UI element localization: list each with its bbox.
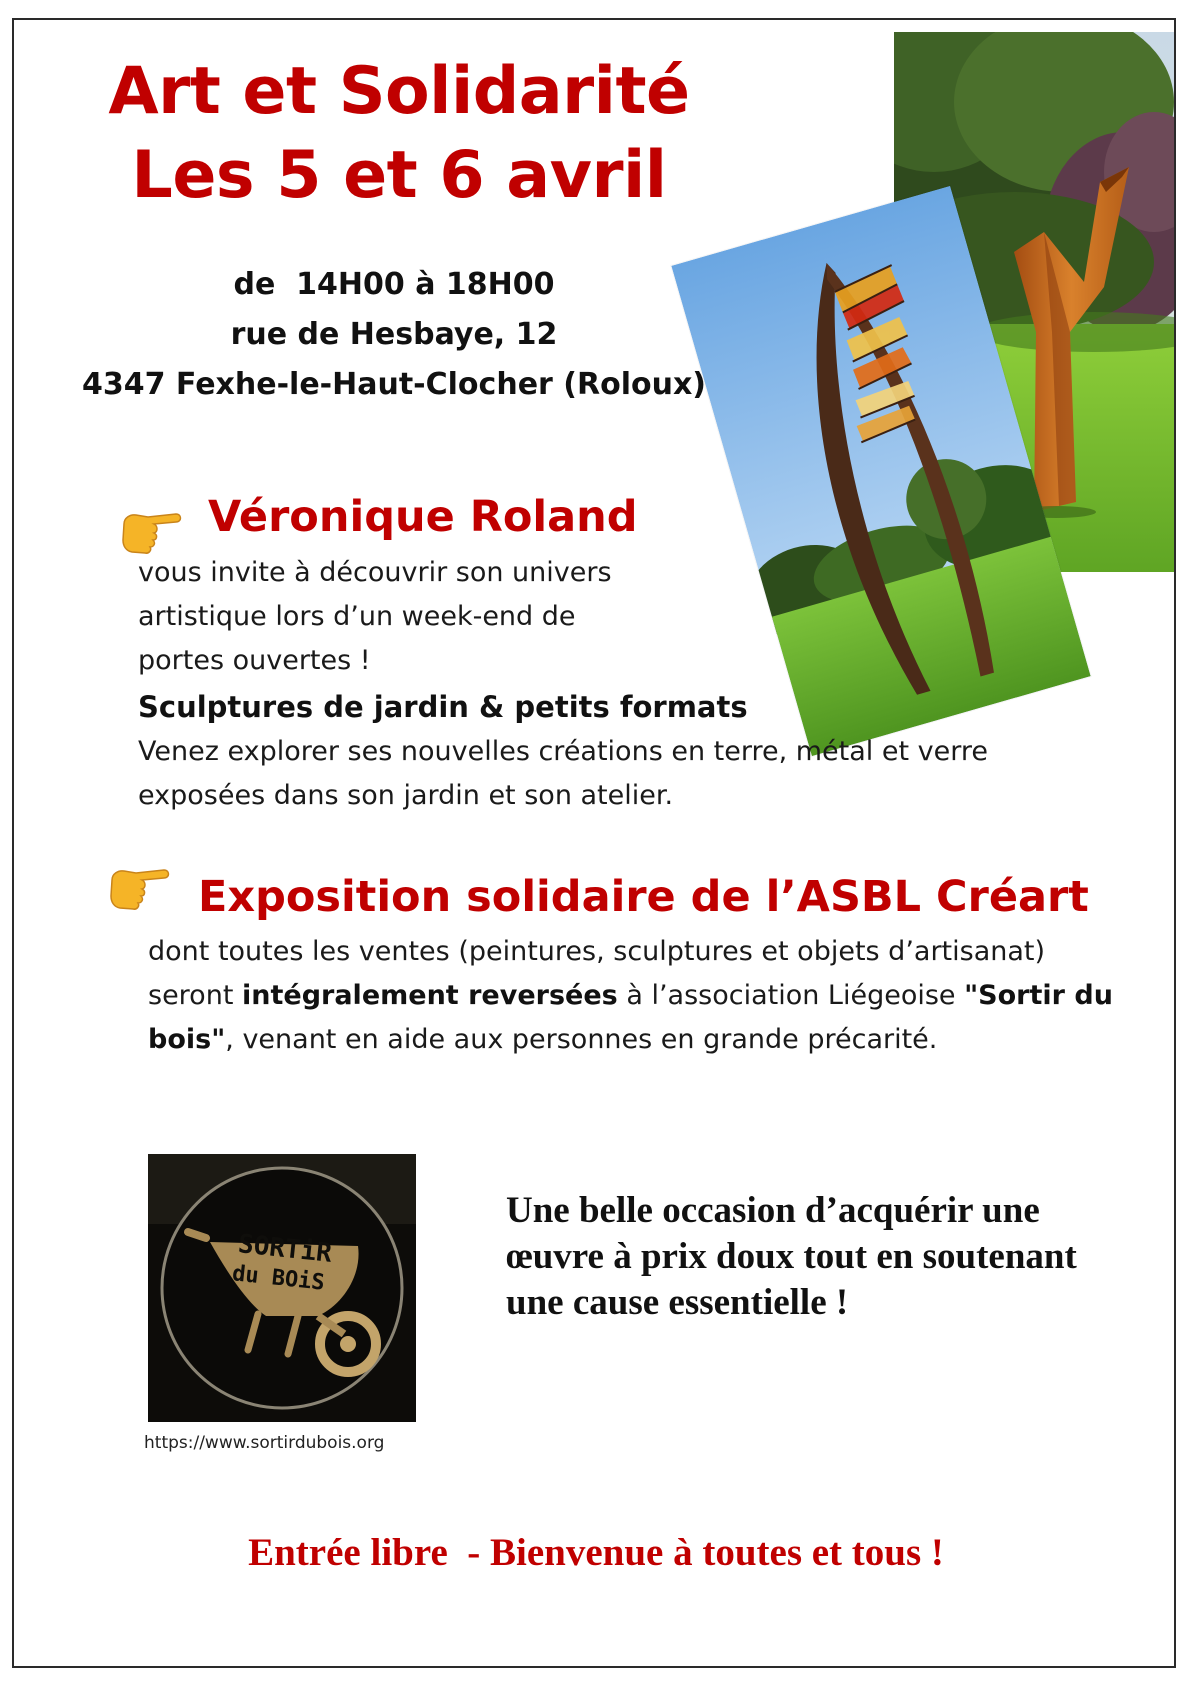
footer-message: Entrée libre - Bienvenue à toutes et tous ! (248, 1531, 944, 1574)
artist-intro-line: vous invite à découvrir son univers (138, 557, 612, 588)
occasion-text (506, 1188, 1126, 1326)
logo-text-sortir: SORTiR (236, 1229, 334, 1269)
event-time: de 14H00 à 18H00 (233, 267, 555, 302)
flyer-page (12, 18, 1176, 1668)
artist-intro-line: artistique lors d’un week-end de (138, 601, 576, 632)
exhibition-line-2: seront intégralement reversées à l’association Liégeoise "Sortir du (148, 980, 1113, 1011)
event-info (54, 260, 734, 410)
artist-description-line: Venez explorer ses nouvelles créations en terre, métal et verre (138, 736, 988, 767)
exhibition-text (148, 930, 1158, 1062)
artist-subtitle: Sculptures de jardin & petits formats (138, 690, 748, 724)
occasion-line: une cause essentielle ! (506, 1282, 849, 1323)
event-street: rue de Hesbaye, 12 (230, 317, 558, 352)
logo-text-du-bois: du BOiS (230, 1261, 326, 1296)
exhibition-line-1: dont toutes les ventes (peintures, sculptures et objets d’artisanat) (148, 936, 1046, 967)
artist-intro-line: portes ouvertes ! (138, 645, 371, 676)
occasion-line: œuvre à prix doux tout en soutenant (506, 1236, 1077, 1277)
occasion-line: Une belle occasion d’acquérir une (506, 1190, 1040, 1231)
pointing-hand-icon (118, 502, 184, 556)
sortir-du-bois-logo (148, 1154, 416, 1422)
artist-description (138, 730, 1138, 818)
sortir-du-bois-url[interactable]: https://www.sortirdubois.org (144, 1433, 385, 1453)
event-city: 4347 Fexhe-le-Haut-Clocher (Roloux) (81, 367, 707, 402)
artist-intro (138, 551, 698, 683)
title-line-1: Art et Solidarité (108, 54, 690, 129)
pointing-hand-icon (106, 858, 172, 912)
title-line-2: Les 5 et 6 avril (131, 138, 667, 213)
exhibition-line-3: bois", venant en aide aux personnes en grande précarité. (148, 1024, 938, 1055)
flyer-title (89, 50, 709, 218)
artist-description-line: exposées dans son jardin et son atelier. (138, 780, 674, 811)
exhibition-name: Exposition solidaire de l’ASBL Créart (198, 872, 1089, 922)
artist-name: Véronique Roland (208, 492, 638, 542)
